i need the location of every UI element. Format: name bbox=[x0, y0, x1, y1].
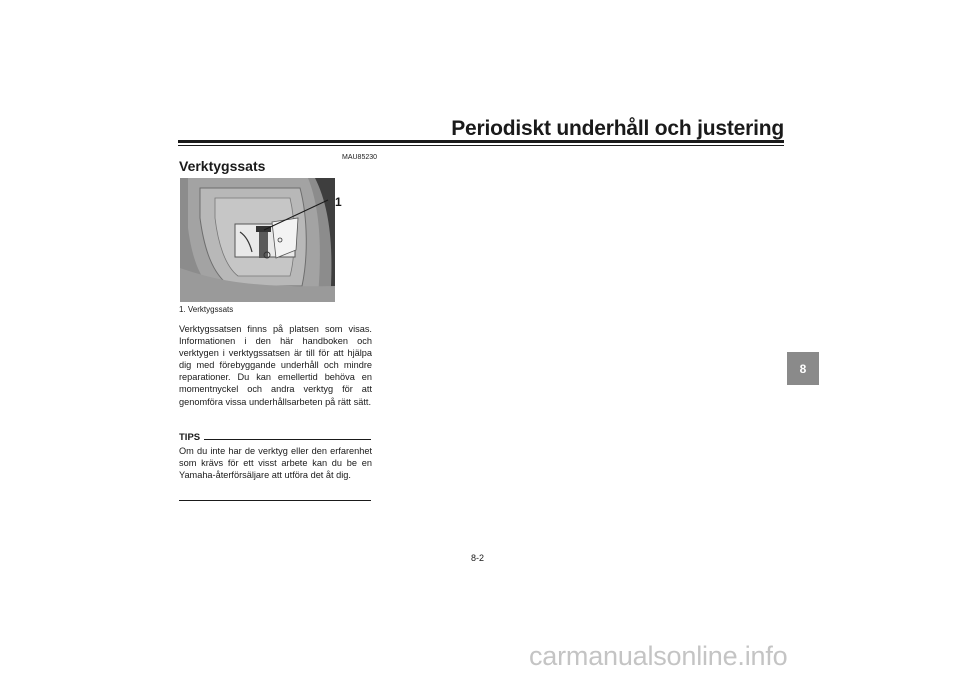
header-rule bbox=[178, 140, 784, 143]
toolkit-illustration bbox=[180, 178, 335, 302]
figure-caption: 1. Verktygssats bbox=[179, 305, 234, 314]
tips-rule-bottom bbox=[179, 500, 371, 501]
tips-text: Om du inte har de verktyg eller den erfarenhet som krävs för ett visst arbete kan du be en Yamaha-återförsäljare att utföra det åt dig. bbox=[179, 446, 372, 480]
page-number: 8-2 bbox=[471, 553, 485, 563]
section-code: MAU85230 bbox=[342, 154, 378, 161]
figure-callout-1: 1 bbox=[335, 195, 342, 209]
watermark: carmanualsonline.info bbox=[529, 641, 788, 671]
body-paragraph: Verktygssatsen finns på platsen som visas. Informationen i den här handboken och verktygen i verktygssatsen är till för att hjälpa dig med förebyggande underhåll och mindre reparationer. Du kan emellertid behöva en momentnyckel och andra verktyg för att genomföra vissa underhållsarbeten på rätt sätt. bbox=[179, 324, 372, 407]
chapter-tab bbox=[787, 352, 819, 385]
chapter-tab-label: 8 bbox=[799, 361, 807, 376]
tips-heading: TIPS bbox=[179, 432, 201, 443]
header-rule-thin bbox=[178, 145, 784, 146]
toolkit-figure bbox=[180, 178, 335, 302]
tips-rule-top bbox=[204, 439, 371, 440]
section-title: Verktygssats bbox=[179, 158, 266, 174]
page-title: Periodiskt underhåll och justering bbox=[451, 117, 784, 140]
